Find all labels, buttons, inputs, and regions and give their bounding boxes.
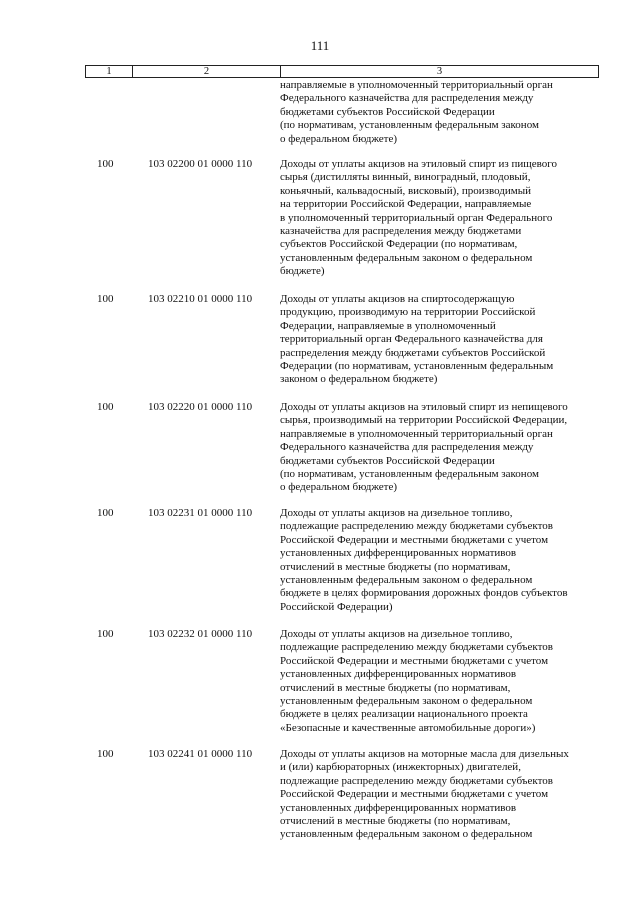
continued-description: направляемые в уполномоченный территориальный орган Федерального казначейства для распределения между бюджетами субъектов Российской Федерации (по нормативам, установленным федеральным законом о федеральном бюджете)	[280, 79, 553, 145]
column-header-3: 3	[436, 66, 443, 77]
admin-code: 100	[97, 158, 114, 170]
column-header-1: 1	[86, 66, 133, 77]
admin-code: 100	[97, 401, 114, 413]
admin-code: 100	[97, 507, 114, 519]
kbk-code: 103 02241 01 0000 110	[148, 748, 253, 760]
revenue-description: Доходы от уплаты акцизов на дизельное топливо, подлежащие распределению между бюджетами субъектов Российской Федерации и местными бюджетами с учетом установленных дифференцированных нормативов отчислений в местные бюджеты (по нормативам, установленным федеральным законом о федеральном бюджете в целях формирования дорожных фондов субъектов Российской Федерации)	[280, 507, 568, 613]
kbk-code: 103 02210 01 0000 110	[148, 293, 253, 305]
admin-code: 100	[97, 628, 114, 640]
revenue-description: Доходы от уплаты акцизов на дизельное топливо, подлежащие распределению между бюджетами субъектов Российской Федерации и местными бюджетами с учетом установленных дифференцированных нормативов отчислений в местные бюджеты (по нормативам, установленным федеральным законом о федеральном бюджете в целях реализации национального проекта «Безопасные и качественные автомобильные дороги»)	[280, 628, 553, 734]
page-number: 111	[310, 38, 330, 53]
revenue-description: Доходы от уплаты акцизов на этиловый спирт из пищевого сырья (дистилляты винный, виноградный, плодовый, коньячный, кальвадосный, висковый), производимый на территории Российской Федерации, направляемые в уполномоченный территориальный орган Федерального казначейства для распределения между бюджетами субъектов Российской Федерации (по нормативам, установленным федеральным законом о федеральном бюджете)	[280, 158, 557, 278]
kbk-code: 103 02200 01 0000 110	[148, 158, 253, 170]
admin-code: 100	[97, 293, 114, 305]
kbk-code: 103 02231 01 0000 110	[148, 507, 253, 519]
column-header-2: 2	[133, 66, 281, 77]
kbk-code: 103 02232 01 0000 110	[148, 628, 253, 640]
revenue-description: Доходы от уплаты акцизов на спиртосодержащую продукцию, производимую на территории Российской Федерации, направляемые в уполномоченный территориальный орган Федерального казначейства для распределения между бюджетами субъектов Российской Федерации (по нормативам, установленным федеральным законом о федеральном бюджете)	[280, 293, 554, 386]
admin-code: 100	[97, 748, 114, 760]
table-header	[85, 65, 599, 78]
kbk-code: 103 02220 01 0000 110	[148, 401, 253, 413]
revenue-description: Доходы от уплаты акцизов на этиловый спирт из непищевого сырья, производимый на территории Российской Федерации, направляемые в уполномоченный территориальный орган Федерального казначейства для распределения между бюджетами субъектов Российской Федерации (по нормативам, установленным федеральным законом о федеральном бюджете)	[280, 401, 568, 494]
revenue-description: Доходы от уплаты акцизов на моторные масла для дизельных и (или) карбюраторных (инжекторных) двигателей, подлежащие распределению между бюджетами субъектов Российской Федерации и местными бюджетами с учетом установленных дифференцированных нормативов отчислений в местные бюджеты (по нормативам, установленным федеральным законом о федеральном	[280, 748, 569, 841]
